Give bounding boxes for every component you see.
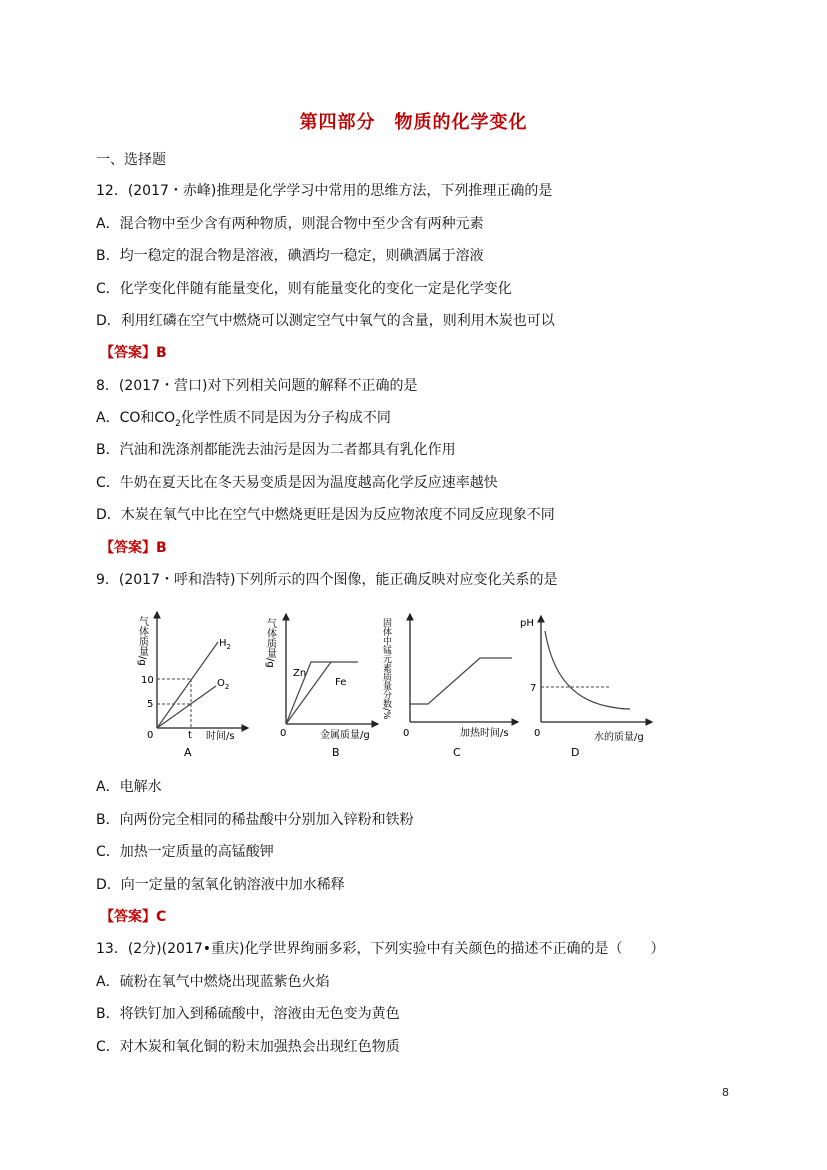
- graph-a: [137, 612, 249, 759]
- q12-option-a: A．混合物中至少含有两种物质，则混合物中至少含有两种元素: [96, 216, 484, 232]
- graph-a-h2-label: [219, 638, 231, 651]
- q8-option-a-pre: A．CO和CO: [96, 410, 176, 426]
- q8-option-a-post: 化学性质不同是因为分子构成不同: [180, 410, 391, 426]
- graph-d-caption: D: [571, 746, 580, 759]
- graph-a-o2-sub: 2: [224, 683, 230, 691]
- q9-option-d: D．向一定量的氢氧化钠溶液中加水稀释: [96, 877, 345, 893]
- q13-stem: 13．(2分)(2017•重庆)化学世界绚丽多彩，下列实验中有关颜色的描述不正确的是（ ）: [96, 941, 665, 957]
- q8-option-c: C．牛奶在夏天比在冬天易变质是因为温度越高化学反应速率越快: [96, 475, 498, 491]
- graph-a-o2-text: O: [217, 678, 225, 689]
- graph-a-o2-label: [217, 678, 229, 691]
- graph-a-line-o2: [157, 686, 216, 728]
- graph-b-fe: Fe: [335, 677, 347, 688]
- q8-option-a: [96, 409, 391, 433]
- graph-c: [381, 614, 518, 759]
- graph-a-xt: t: [188, 730, 192, 741]
- q8-option-d: D．木炭在氧气中比在空气中燃烧更旺是因为反应物浓度不同反应现象不同: [96, 507, 555, 523]
- q9-answer: 【答案】C: [100, 909, 167, 925]
- q8-stem: 8．(2017・营口)对下列相关问题的解释不正确的是: [96, 378, 418, 394]
- q8-option-b: B．汽油和洗涤剂都能洗去油污是因为二者都具有乳化作用: [96, 442, 456, 458]
- graph-b-origin: 0: [280, 728, 287, 739]
- graph-b: [265, 614, 379, 759]
- graph-a-line-h2: [157, 642, 218, 728]
- graph-a-h2-sub: 2: [226, 643, 231, 651]
- graph-d-y7: 7: [530, 683, 537, 694]
- graph-a-xlabel: 时间/s: [206, 731, 235, 742]
- q8-option-a-sub: 2: [175, 418, 181, 429]
- page-number: 8: [722, 1086, 729, 1099]
- graph-b-zn: Zn: [293, 668, 307, 679]
- graph-a-caption: A: [184, 746, 192, 759]
- section-heading: 一、选择题: [96, 152, 166, 168]
- q8-answer: 【答案】B: [100, 540, 167, 556]
- graph-b-caption: B: [332, 746, 340, 759]
- q9-graphs: [120, 606, 660, 766]
- graph-d-curve: [545, 631, 630, 709]
- graph-b-ylabel: 气体质量/g: [264, 618, 276, 668]
- page-title: 第四部分 物质的化学变化: [299, 112, 528, 133]
- q9-option-a: A．电解水: [96, 779, 162, 795]
- graph-a-origin: 0: [147, 730, 154, 741]
- q12-option-c: C．化学变化伴随有能量变化，则有能量变化的变化一定是化学变化: [96, 281, 512, 297]
- graph-c-xlabel: 加热时间/s: [460, 728, 509, 739]
- q9-graphs-svg: [120, 606, 660, 766]
- graph-a-y5: 5: [147, 699, 154, 710]
- graph-a-h2-text: H: [219, 638, 227, 649]
- q13-option-c: C．对木炭和氧化铜的粉末加强热会出现红色物质: [96, 1039, 400, 1055]
- graph-d-xlabel: 水的质量/g: [594, 732, 644, 743]
- q9-stem: 9．(2017・呼和浩特)下列所示的四个图像，能正确反映对应变化关系的是: [96, 572, 558, 588]
- graph-a-y10: 10: [141, 675, 154, 686]
- graph-b-xlabel: 金属质量/g: [320, 730, 370, 741]
- q13-option-b: B．将铁钉加入到稀硫酸中，溶液由无色变为黄色: [96, 1006, 400, 1022]
- q12-answer: 【答案】B: [100, 345, 167, 361]
- q9-option-c: C．加热一定质量的高锰酸钾: [96, 844, 274, 860]
- graph-d: [520, 616, 652, 759]
- graph-d-origin: 0: [534, 728, 541, 739]
- graph-c-caption: C: [453, 746, 461, 759]
- graph-c-line: [410, 658, 512, 704]
- q12-option-b: B．均一稳定的混合物是溶液，碘酒均一稳定，则碘酒属于溶液: [96, 248, 484, 264]
- graph-a-ylabel: 气体质量/g: [136, 616, 148, 666]
- q12-stem: 12．(2017・赤峰)推理是化学学习中常用的思维方法，下列推理正确的是: [96, 183, 553, 199]
- q9-option-b: B．向两份完全相同的稀盐酸中分别加入锌粉和铁粉: [96, 812, 414, 828]
- q13-option-a: A．硫粉在氧气中燃烧出现蓝紫色火焰: [96, 974, 330, 990]
- graph-c-ylabel: 固体中锰元素质量分数/%: [381, 618, 391, 720]
- graph-d-ylabel: pH: [520, 618, 534, 629]
- q12-option-d: D．利用红磷在空气中燃烧可以测定空气中氧气的含量，则利用木炭也可以: [96, 313, 555, 329]
- graph-c-origin: 0: [403, 728, 410, 739]
